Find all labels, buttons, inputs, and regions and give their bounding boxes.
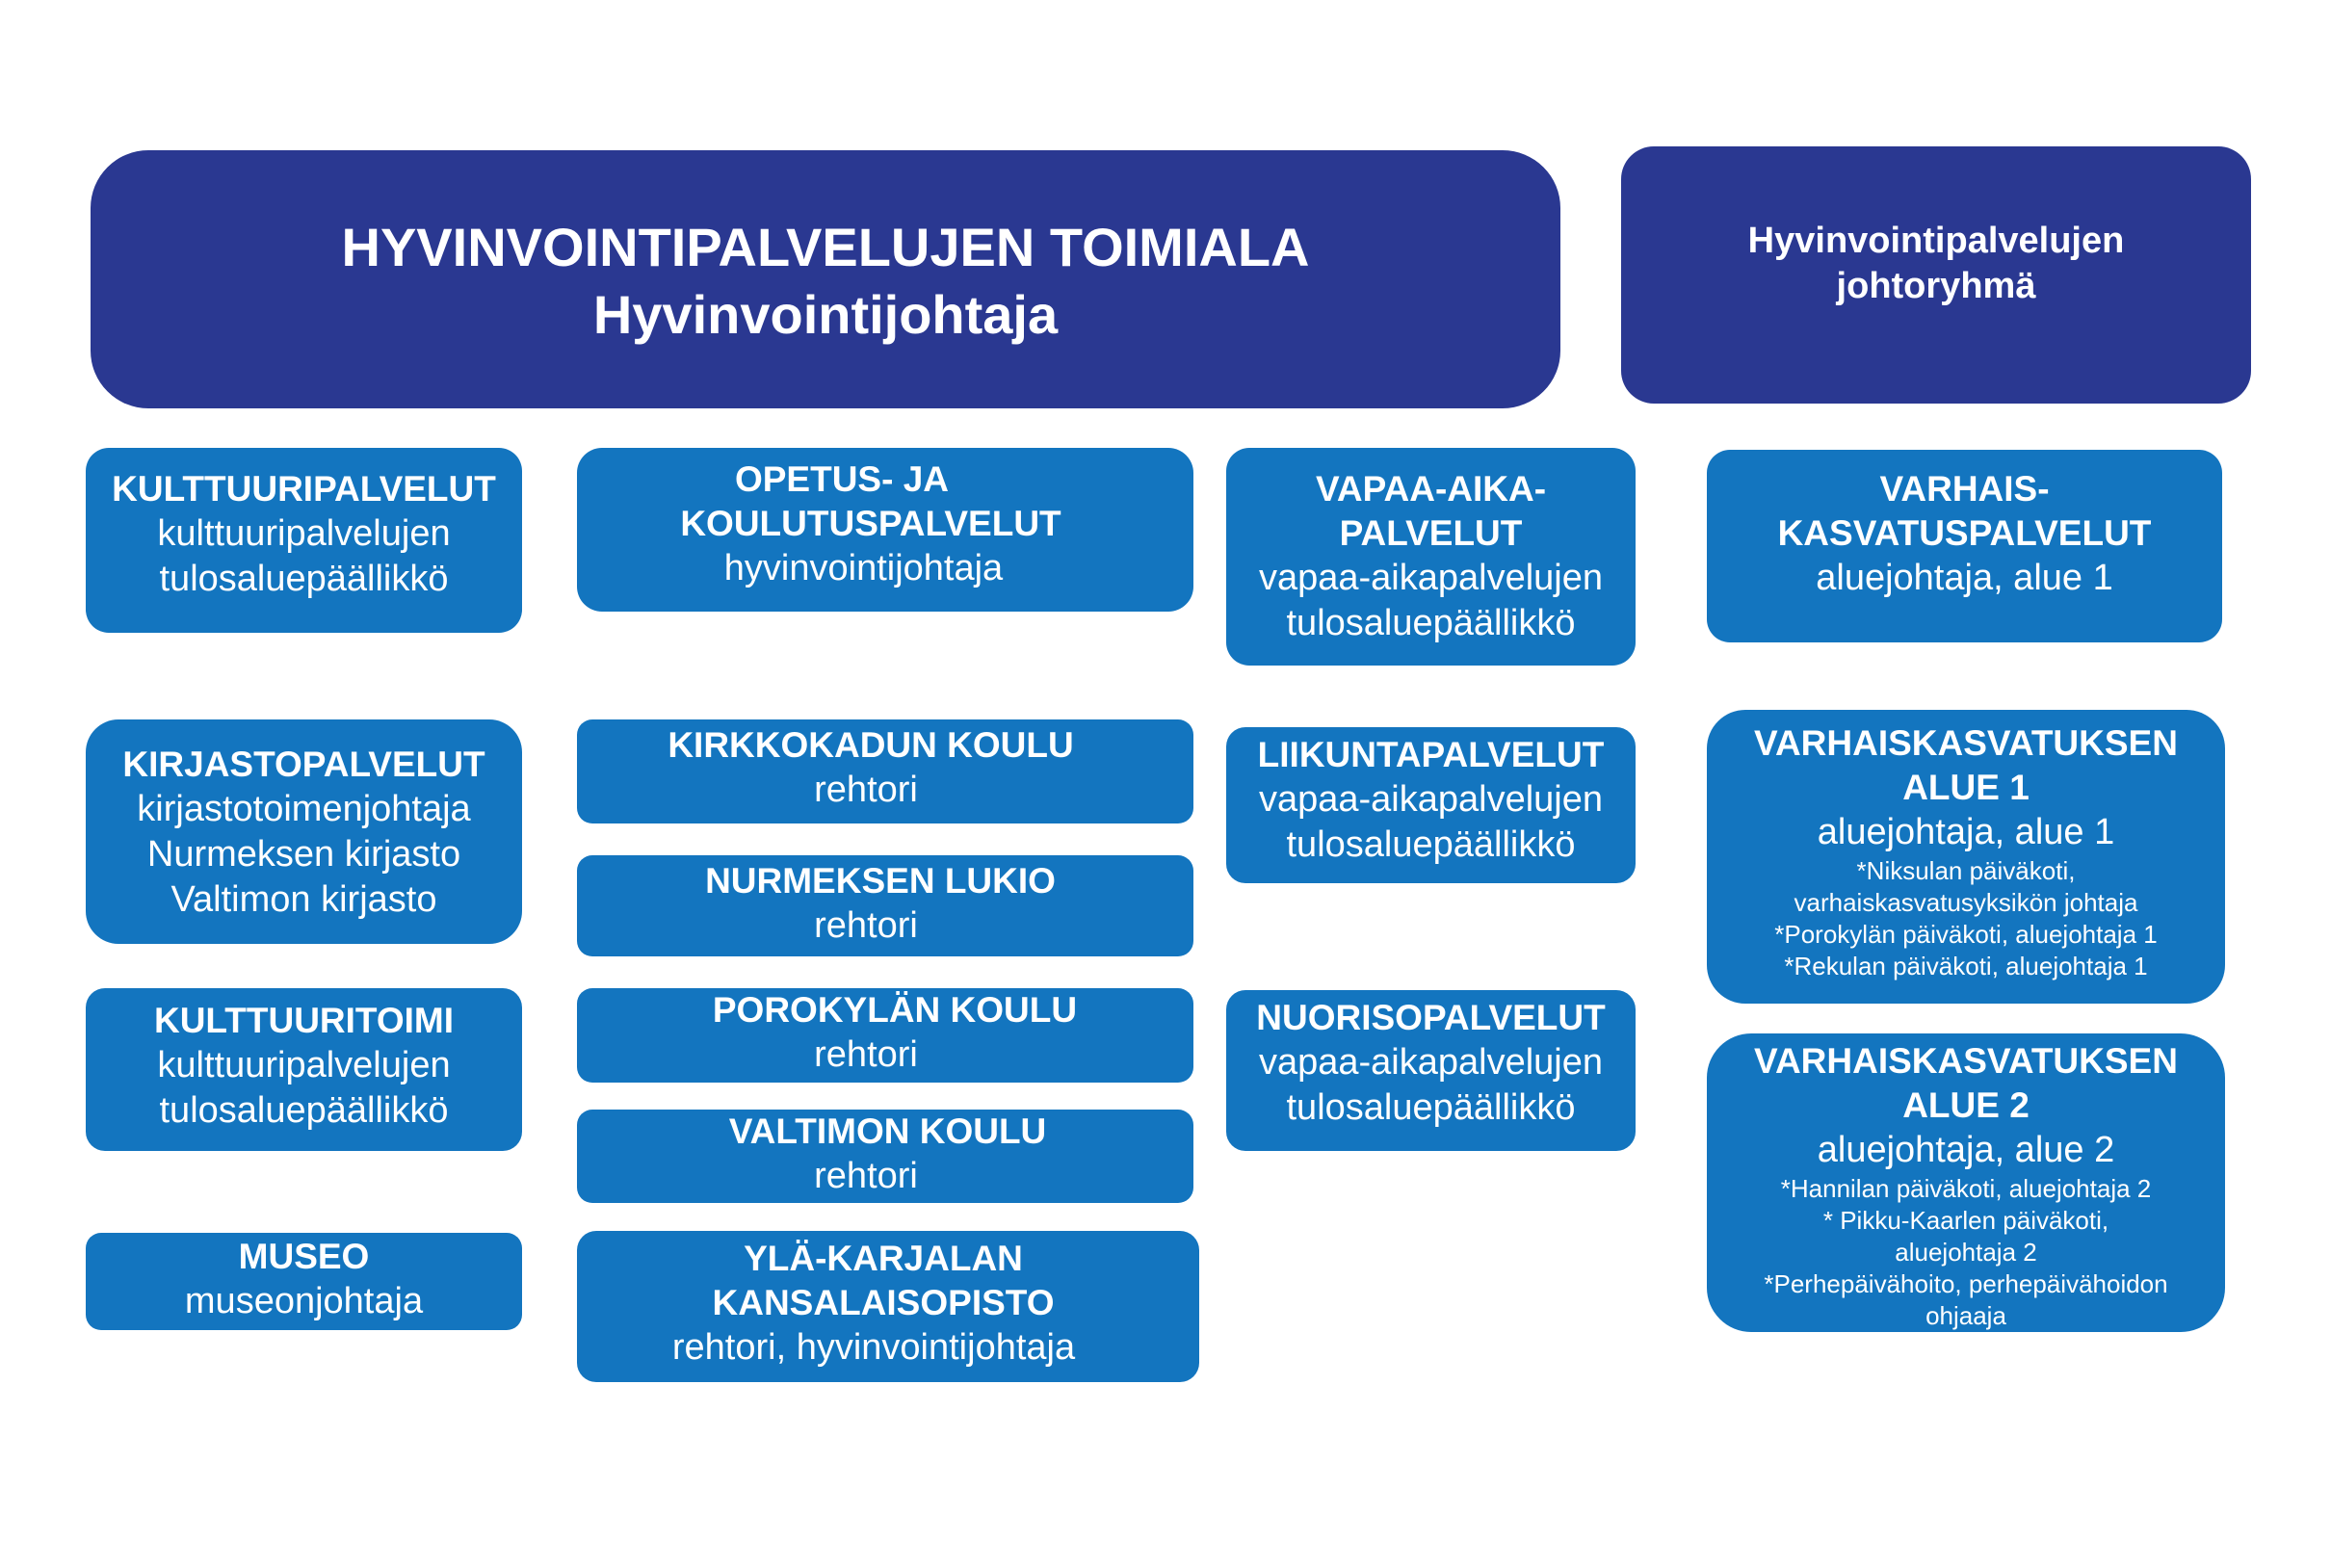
unit-title: NURMEKSEN LUKIO <box>705 861 1056 901</box>
management-group-line2: johtoryhmä <box>1836 266 2036 306</box>
unit-valtimon-koulu <box>577 1110 1193 1203</box>
unit-varhaiskasvatuksen-alue-1 <box>1707 710 2225 1004</box>
unit-title: VAPAA-AIKA- <box>1315 469 1547 509</box>
unit-vapaa-aikapalvelut <box>1226 448 1636 666</box>
unit-note: *Niksulan päiväkoti, <box>1856 856 2076 885</box>
unit-title: KULTTUURITOIMI <box>153 1001 455 1040</box>
unit-line: vapaa-aikapalvelujen <box>1258 1042 1604 1083</box>
unit-note: * Pikku-Kaarlen päiväkoti, <box>1822 1206 2109 1235</box>
unit-title: ALUE 2 <box>1902 1085 2030 1125</box>
unit-porokylan-koulu <box>577 988 1193 1083</box>
top-department-subtitle: Hyvinvointijohtaja <box>592 284 1059 345</box>
unit-line: rehtori, hyvinvointijohtaja <box>671 1327 1076 1368</box>
unit-line: museonjohtaja <box>184 1281 424 1321</box>
unit-kulttuuritoimi <box>86 988 522 1151</box>
unit-nuorisopalvelut <box>1226 990 1636 1151</box>
unit-title: KIRJASTOPALVELUT <box>122 745 485 784</box>
unit-title: LIIKUNTAPALVELUT <box>1257 735 1605 774</box>
unit-note: *Perhepäivähoito, perhepäivähoidon <box>1764 1269 2168 1298</box>
unit-line: tulosaluepäällikkö <box>1286 1087 1576 1128</box>
unit-line: rehtori <box>814 1156 918 1196</box>
unit-note: ohjaaja <box>1925 1301 2006 1330</box>
unit-varhaiskasvatuksen-alue-2 <box>1707 1033 2225 1332</box>
unit-line: aluejohtaja, alue 2 <box>1817 1130 2115 1170</box>
unit-title: MUSEO <box>238 1237 370 1276</box>
unit-title: KIRKKOKADUN KOULU <box>668 725 1074 765</box>
unit-title: KULTTUURIPALVELUT <box>112 469 496 509</box>
unit-line: rehtori <box>814 770 918 810</box>
unit-title: YLÄ-KARJALAN <box>744 1239 1023 1278</box>
unit-line: aluejohtaja, alue 1 <box>1817 812 2115 852</box>
unit-note: varhaiskasvatusyksikön johtaja <box>1794 888 2138 917</box>
management-group-box <box>1621 146 2251 404</box>
unit-line: tulosaluepäällikkö <box>159 559 449 599</box>
unit-title: VARHAIS- <box>1879 469 2050 509</box>
unit-note: *Porokylän päiväkoti, aluejohtaja 1 <box>1774 920 2158 949</box>
unit-line: tulosaluepäällikkö <box>1286 824 1576 865</box>
unit-museo <box>86 1233 522 1330</box>
unit-line: kirjastotoimenjohtaja <box>137 789 471 829</box>
management-group-line1: Hyvinvointipalvelujen <box>1747 221 2125 261</box>
unit-note: *Rekulan päiväkoti, aluejohtaja 1 <box>1784 952 2148 980</box>
unit-title: VALTIMON KOULU <box>728 1111 1047 1151</box>
unit-title: POROKYLÄN KOULU <box>712 990 1078 1030</box>
unit-liikuntapalvelut <box>1226 727 1636 883</box>
unit-title: VARHAISKASVATUKSEN <box>1754 723 2178 763</box>
top-department-box <box>91 150 1560 408</box>
unit-opetus-koulutuspalvelut <box>577 448 1193 612</box>
unit-line: aluejohtaja, alue 1 <box>1816 558 2113 598</box>
unit-kulttuuripalvelut <box>86 448 522 633</box>
unit-line: tulosaluepäällikkö <box>1286 603 1576 643</box>
unit-title: ALUE 1 <box>1902 768 2030 807</box>
unit-kirkkokadun-koulu <box>577 719 1193 823</box>
unit-line: tulosaluepäällikkö <box>159 1090 449 1131</box>
unit-line: vapaa-aikapalvelujen <box>1258 779 1604 820</box>
unit-line: hyvinvointijohtaja <box>723 548 1004 588</box>
top-department-title: HYVINVOINTIPALVELUJEN TOIMIALA <box>341 217 1310 277</box>
unit-nurmeksen-lukio <box>577 855 1193 956</box>
unit-yla-karjalan-kansalaisopisto <box>577 1231 1199 1382</box>
unit-title: KANSALAISOPISTO <box>712 1283 1055 1322</box>
unit-title: KOULUTUSPALVELUT <box>680 504 1061 543</box>
unit-line: rehtori <box>814 905 918 946</box>
unit-title: KASVATUSPALVELUT <box>1777 513 2152 553</box>
unit-line: Valtimon kirjasto <box>170 879 437 920</box>
unit-note: *Hannilan päiväkoti, aluejohtaja 2 <box>1780 1174 2152 1203</box>
unit-title: PALVELUT <box>1339 513 1523 553</box>
unit-title: NUORISOPALVELUT <box>1256 998 1606 1037</box>
unit-line: rehtori <box>814 1034 918 1075</box>
unit-line: vapaa-aikapalvelujen <box>1258 558 1604 598</box>
unit-line: kulttuuripalvelujen <box>157 1045 451 1085</box>
unit-varhaiskasvatuspalvelut <box>1707 450 2222 642</box>
unit-title: OPETUS- JA <box>734 459 950 499</box>
unit-line: kulttuuripalvelujen <box>157 513 451 554</box>
unit-title: VARHAISKASVATUKSEN <box>1754 1041 2178 1081</box>
unit-kirjastopalvelut <box>86 719 522 944</box>
unit-note: aluejohtaja 2 <box>1895 1238 2037 1267</box>
unit-line: Nurmeksen kirjasto <box>146 834 461 875</box>
